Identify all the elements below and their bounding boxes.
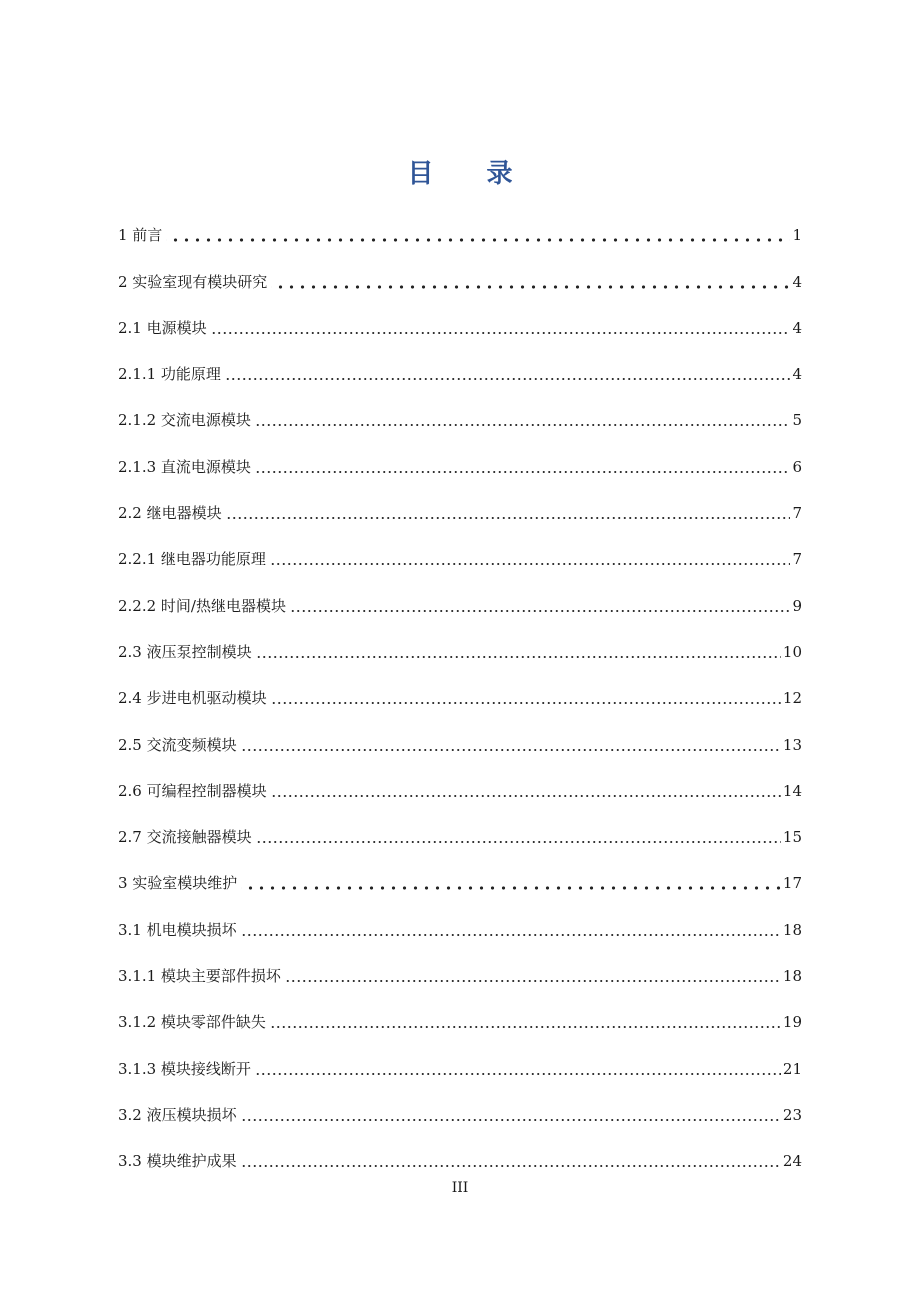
toc-entry[interactable] bbox=[118, 892, 802, 938]
toc-leader-dots bbox=[241, 921, 781, 939]
toc-entry-page: 18 bbox=[782, 967, 802, 986]
toc-leader-dots bbox=[255, 458, 791, 476]
toc-entry-label: 2.1.1 功能原理 bbox=[118, 365, 221, 384]
toc-entry[interactable] bbox=[118, 568, 802, 614]
toc-entry-label: 3.3 模块维护成果 bbox=[118, 1152, 237, 1171]
toc-entry[interactable] bbox=[118, 615, 802, 661]
toc-entry[interactable] bbox=[118, 1124, 802, 1170]
toc-entry-page: 4 bbox=[792, 365, 802, 384]
toc-entry-label: 3 实验室模块维护 bbox=[118, 874, 238, 893]
toc-entry-page: 14 bbox=[782, 781, 802, 800]
toc-entry[interactable] bbox=[118, 939, 802, 985]
toc-entry-page: 23 bbox=[782, 1105, 802, 1124]
toc-entry-label: 2.1 电源模块 bbox=[118, 318, 207, 337]
toc-entry-page: 15 bbox=[782, 828, 802, 847]
toc-entry[interactable] bbox=[118, 754, 802, 800]
toc-leader-dots bbox=[290, 597, 790, 615]
toc-leader-dots bbox=[271, 689, 781, 707]
toc-entry-label: 3.1.3 模块接线断开 bbox=[118, 1059, 251, 1078]
toc-entry-page: 5 bbox=[792, 411, 802, 430]
toc-entry[interactable] bbox=[118, 429, 802, 475]
toc-leader-dots bbox=[226, 504, 791, 522]
toc-leader-dots bbox=[256, 828, 781, 846]
toc-leader-dots bbox=[255, 1060, 781, 1078]
toc-leader-dots bbox=[271, 273, 790, 291]
toc-list bbox=[118, 198, 802, 1170]
page-number: III bbox=[451, 1180, 469, 1196]
toc-entry-label: 2.1.2 交流电源模块 bbox=[118, 411, 251, 430]
toc-entry[interactable] bbox=[118, 198, 802, 244]
toc-entry-page: 21 bbox=[782, 1059, 802, 1078]
toc-entry[interactable] bbox=[118, 1031, 802, 1077]
toc-leader-dots bbox=[256, 643, 781, 661]
toc-leader-dots bbox=[241, 1106, 781, 1124]
toc-entry-label: 2.2.2 时间/热继电器模块 bbox=[118, 596, 286, 615]
toc-leader-dots bbox=[241, 1152, 781, 1170]
toc-entry-page: 12 bbox=[782, 689, 802, 708]
toc-leader-dots bbox=[285, 967, 781, 985]
toc-entry-page: 6 bbox=[792, 457, 802, 476]
toc-entry-label: 3.1.1 模块主要部件损坏 bbox=[118, 967, 281, 986]
toc-entry[interactable] bbox=[118, 383, 802, 429]
toc-entry[interactable] bbox=[118, 661, 802, 707]
toc-entry-label: 2.7 交流接触器模块 bbox=[118, 828, 252, 847]
toc-leader-dots bbox=[270, 550, 791, 568]
toc-entry-label: 3.2 液压模块损坏 bbox=[118, 1105, 237, 1124]
toc-entry-label: 3.1 机电模块损坏 bbox=[118, 920, 237, 939]
toc-entry-label: 2.2 继电器模块 bbox=[118, 504, 222, 523]
toc-entry-page: 17 bbox=[782, 874, 802, 893]
toc-entry[interactable] bbox=[118, 337, 802, 383]
toc-entry-page: 7 bbox=[792, 550, 802, 569]
toc-leader-dots bbox=[270, 1013, 781, 1031]
toc-entry-page: 10 bbox=[782, 642, 802, 661]
toc-leader-dots bbox=[255, 411, 791, 429]
toc-entry-page: 1 bbox=[792, 226, 802, 245]
toc-entry-page: 4 bbox=[792, 318, 802, 337]
toc-entry-label: 2 实验室现有模块研究 bbox=[118, 272, 268, 291]
toc-entry-label: 1 前言 bbox=[118, 226, 163, 245]
toc-leader-dots bbox=[241, 736, 781, 754]
toc-entry-page: 18 bbox=[782, 920, 802, 939]
toc-leader-dots bbox=[271, 782, 781, 800]
toc-entry[interactable] bbox=[118, 291, 802, 337]
toc-entry[interactable] bbox=[118, 985, 802, 1031]
toc-entry-page: 9 bbox=[792, 596, 802, 615]
toc-entry-page: 19 bbox=[782, 1013, 802, 1032]
toc-entry-page: 24 bbox=[782, 1152, 802, 1171]
toc-entry-label: 2.2.1 继电器功能原理 bbox=[118, 550, 266, 569]
toc-entry-page: 13 bbox=[782, 735, 802, 754]
toc-entry-label: 2.5 交流变频模块 bbox=[118, 735, 237, 754]
toc-title: 目 录 bbox=[407, 159, 535, 189]
toc-entry[interactable] bbox=[118, 707, 802, 753]
toc-entry-label: 2.1.3 直流电源模块 bbox=[118, 457, 251, 476]
toc-entry[interactable] bbox=[118, 800, 802, 846]
toc-entry[interactable] bbox=[118, 522, 802, 568]
toc-entry-label: 2.3 液压泵控制模块 bbox=[118, 642, 252, 661]
toc-leader-dots bbox=[166, 226, 790, 244]
toc-entry[interactable] bbox=[118, 846, 802, 892]
toc-entry-label: 2.4 步进电机驱动模块 bbox=[118, 689, 267, 708]
toc-leader-dots bbox=[241, 874, 781, 892]
toc-entry-page: 4 bbox=[792, 272, 802, 291]
toc-entry[interactable] bbox=[118, 476, 802, 522]
toc-leader-dots bbox=[225, 365, 791, 383]
toc-entry-label: 2.6 可编程控制器模块 bbox=[118, 781, 267, 800]
toc-entry-page: 7 bbox=[792, 504, 802, 523]
toc-entry[interactable] bbox=[118, 244, 802, 290]
toc-entry[interactable] bbox=[118, 1078, 802, 1124]
toc-entry-label: 3.1.2 模块零部件缺失 bbox=[118, 1013, 266, 1032]
toc-leader-dots bbox=[211, 319, 791, 337]
